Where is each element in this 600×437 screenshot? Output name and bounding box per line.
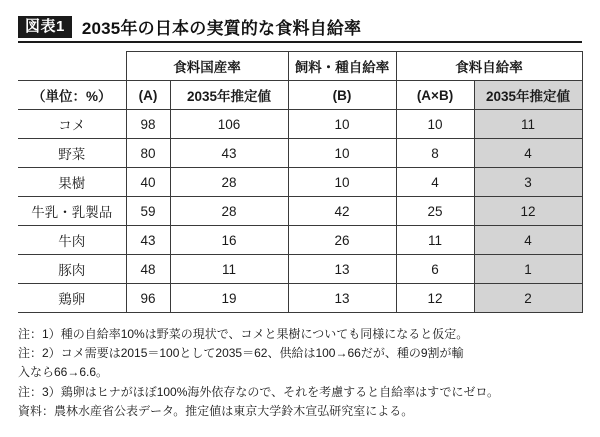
row-label: 豚肉 xyxy=(18,255,126,284)
cell-est2: 3 xyxy=(474,168,582,197)
cell-b: 10 xyxy=(288,168,396,197)
cell-b: 13 xyxy=(288,255,396,284)
header-domestic-production-rate: 食料国産率 xyxy=(126,52,288,81)
row-label: 牛乳・乳製品 xyxy=(18,197,126,226)
table-row xyxy=(18,197,582,226)
cell-b: 26 xyxy=(288,226,396,255)
table-row xyxy=(18,226,582,255)
cell-b: 42 xyxy=(288,197,396,226)
header-unit: （単位：%） xyxy=(18,81,126,110)
cell-est2: 4 xyxy=(474,226,582,255)
header-blank-cell xyxy=(18,52,126,81)
cell-est2: 11 xyxy=(474,110,582,139)
header-col-est-2035-domestic: 2035年推定値 xyxy=(170,81,288,110)
figure-notes xyxy=(18,325,582,421)
table-row xyxy=(18,255,582,284)
cell-a: 98 xyxy=(126,110,170,139)
figure-number-badge: 図表1 xyxy=(18,16,72,38)
cell-est2: 2 xyxy=(474,284,582,313)
cell-est2: 12 xyxy=(474,197,582,226)
cell-est1: 28 xyxy=(170,197,288,226)
cell-a: 59 xyxy=(126,197,170,226)
cell-a: 48 xyxy=(126,255,170,284)
table-row xyxy=(18,110,582,139)
note-item-continuation xyxy=(18,363,582,382)
table-row xyxy=(18,284,582,313)
cell-est2: 4 xyxy=(474,139,582,168)
row-label: 牛肉 xyxy=(18,226,126,255)
cell-est1: 16 xyxy=(170,226,288,255)
cell-est2: 1 xyxy=(474,255,582,284)
row-label: コメ xyxy=(18,110,126,139)
header-col-a: (A) xyxy=(126,81,170,110)
note-text: 入なら66→6.6。 xyxy=(18,365,109,380)
note-item xyxy=(18,325,582,344)
note-item xyxy=(18,383,582,402)
source-text: 農林水産省公表データ。推定値は東京大学鈴木宣弘研究室による。 xyxy=(54,403,414,418)
cell-est1: 28 xyxy=(170,168,288,197)
cell-ab: 11 xyxy=(396,226,474,255)
title-divider xyxy=(18,41,582,43)
row-label: 野菜 xyxy=(18,139,126,168)
cell-ab: 25 xyxy=(396,197,474,226)
food-self-sufficiency-table xyxy=(18,51,583,313)
cell-ab: 10 xyxy=(396,110,474,139)
cell-ab: 6 xyxy=(396,255,474,284)
note-label: 注：3） xyxy=(18,384,61,399)
cell-a: 96 xyxy=(126,284,170,313)
table-row xyxy=(18,168,582,197)
source-item xyxy=(18,402,582,421)
note-text: コメ需要は2015＝100として2035＝62、供給は100→66だが、種の9割が輸 xyxy=(60,346,464,361)
page-title: 2035年の日本の実質的な食料自給率 xyxy=(81,19,362,38)
source-label: 資料： xyxy=(18,403,55,418)
figure-title-row xyxy=(18,14,582,39)
row-label: 果樹 xyxy=(18,168,126,197)
cell-a: 43 xyxy=(126,226,170,255)
header-self-sufficiency-rate: 食料自給率 xyxy=(396,52,582,81)
note-item xyxy=(18,344,582,363)
table-row xyxy=(18,139,582,168)
cell-ab: 4 xyxy=(396,168,474,197)
header-col-ab: (A×B) xyxy=(396,81,474,110)
note-text: 鶏卵はヒナがほぼ100%海外依存なので、それを考慮すると自給率はすでにゼロ。 xyxy=(60,384,500,399)
header-col-b: (B) xyxy=(288,81,396,110)
cell-a: 40 xyxy=(126,168,170,197)
note-text: 種の自給率10%は野菜の現状で、コメと果樹についても同様になると仮定。 xyxy=(60,327,469,341)
header-col-est-2035-self-sufficiency: 2035年推定値 xyxy=(474,81,582,110)
cell-b: 10 xyxy=(288,110,396,139)
cell-b: 13 xyxy=(288,284,396,313)
cell-est1: 11 xyxy=(170,255,288,284)
note-label: 注：2） xyxy=(18,346,61,361)
row-label: 鶏卵 xyxy=(18,284,126,313)
table-sub-header-row xyxy=(18,81,582,110)
cell-est1: 43 xyxy=(170,139,288,168)
cell-ab: 8 xyxy=(396,139,474,168)
cell-b: 10 xyxy=(288,139,396,168)
table-body xyxy=(18,110,582,313)
table-group-header-row xyxy=(18,52,582,81)
cell-ab: 12 xyxy=(396,284,474,313)
cell-est1: 19 xyxy=(170,284,288,313)
note-label: 注：1） xyxy=(18,327,61,341)
cell-est1: 106 xyxy=(170,110,288,139)
cell-a: 80 xyxy=(126,139,170,168)
header-feed-seed-rate: 飼料・種自給率 xyxy=(288,52,396,81)
